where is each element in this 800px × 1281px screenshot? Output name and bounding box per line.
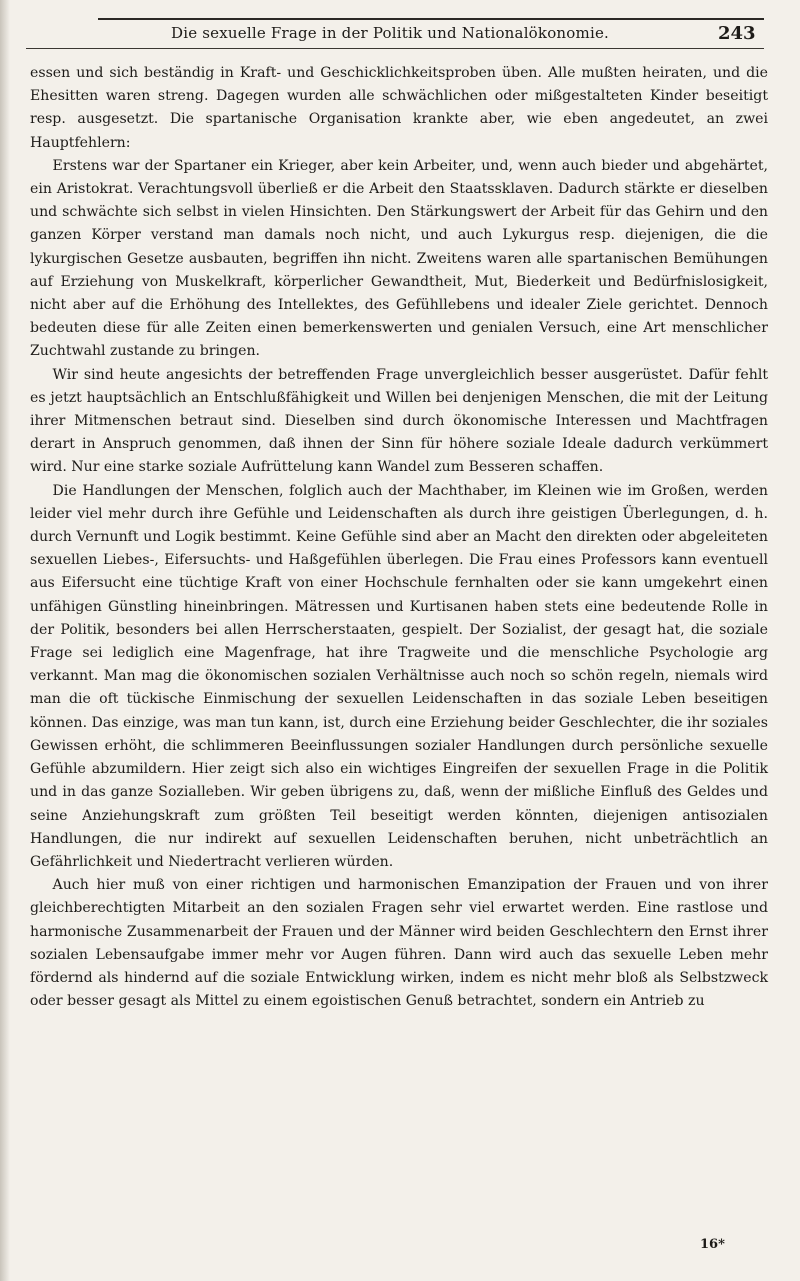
body-text (30, 62, 768, 1212)
header-underline (26, 48, 764, 49)
printer-signature: 16* (700, 1237, 725, 1252)
page-edge-shadow (0, 0, 10, 1281)
paragraph: Erstens war der Spartaner ein Krieger, aber kein Arbeiter, und, wenn auch bieder und abgehärtet, ein Aristokrat. Verachtungsvoll überließ er die Arbeit den Staatssklaven. Dadurch stärkte er dieselben und schwächte sich selbst in vielen Hinsichten. Den Stärkungswert der Arbeit für das Gehirn und den ganzen Körper verstand man damals noch nicht, und auch Lykurgus resp. diejenigen, die die lykurgischen Gesetze ausbauten, begriffen ihn nicht. Zweitens waren alle spartanischen Bemühungen auf Erziehung von Muskelkraft, körperlicher Gewandtheit, Mut, Biederkeit und Bedürfnislosigkeit, nicht aber auf die Erhöhung des Intellektes, des Gefühllebens und idealer Ziele gerichtet. Dennoch bedeuten diese für alle Zeiten einen bemerkenswerten und genialen Versuch, eine Art menschlicher Zuchtwahl zustande zu bringen. (30, 157, 768, 360)
page-number: 243 (718, 23, 756, 44)
paragraph: Die Handlungen der Menschen, folglich auch der Machthaber, im Kleinen wie im Großen, werden leider viel mehr durch ihre Gefühle und Leidenschaften als durch ihre geistigen Überlegungen, d. h. durch Vernunft und Logik bestimmt. Keine Gefühle sind aber an Macht den direkten oder abgeleiteten sexuellen Liebes-, Eifersuchts- und Haßgefühlen überlegen. Die Frau eines Professors kann eventuell aus Eifersucht eine tüchtige Kraft von einer Hochschule fernhalten oder sie kann umgekehrt einen unfähigen Günstling hineinbringen. Mätressen und Kurtisanen haben stets eine bedeutende Rolle in der Politik, besonders bei allen Herrscherstaaten, gespielt. Der Sozialist, der gesagt hat, die soziale Frage sei lediglich eine Magenfrage, hat ihre Tragweite und die menschliche Psychologie arg verkannt. Man mag die ökonomischen sozialen Verhältnisse auch noch so schön regeln, niemals wird man die oft tückische Einmischung der sexuellen Leidenschaften in das soziale Leben beseitigen können. Das einzige, was man tun kann, ist, durch eine Erziehung beider Geschlechter, die ihr soziales Gewissen erhöht, die schlimmeren Beeinflussungen sozialer Handlungen durch persönliche sexuelle Gefühle abzumildern. Hier zeigt sich also ein wichtiges Eingreifen der sexuellen Frage in die Politik und in das ganze Sozialleben. Wir geben übrigens zu, daß, wenn der mißliche Einfluß des Geldes und seine Anziehungskraft zum größten Teil beseitigt werden könnten, diejenigen antisozialen Handlungen, die nur indirekt auf sexuellen Leidenschaften beruhen, nicht unbeträchtlich an Gefährlichkeit und Niedertracht verlieren würden. (30, 482, 768, 870)
header-top-rule (98, 18, 764, 20)
running-header (0, 18, 800, 58)
paragraph: Wir sind heute angesichts der betreffenden Frage unvergleichlich besser ausgerüstet. Dafür fehlt es jetzt hauptsächlich an Entschlußfähigkeit und Willen bei denjenigen Menschen, die mit der Leitung ihrer Mitmenschen betraut sind. Dieselben sind durch ökonomische Interessen und Machtfragen derart in Anspruch genommen, daß ihnen der Sinn für höhere soziale Ideale dadurch verkümmert wird. Nur eine starke soziale Aufrüttelung kann Wandel zum Besseren schaffen. (30, 366, 768, 476)
paragraph: essen und sich beständig in Kraft- und Geschicklichkeitsproben üben. Alle mußten heiraten, und die Ehesitten waren streng. Dagegen wurden alle schwächlichen oder mißgestalteten Kinder beseitigt resp. ausgesetzt. Die spartanische Organisation krankte aber, wie eben angedeutet, an zwei Hauptfehlern: (30, 65, 768, 151)
paragraph: Auch hier muß von einer richtigen und harmonischen Emanzipation der Frauen und von ihrer gleichberechtigten Mitarbeit an den sozialen Fragen sehr viel erwartet werden. Eine rastlose und harmonische Zusammenarbeit der Frauen und der Männer wird beiden Geschlechtern den Ernst ihrer sozialen Lebensaufgabe immer mehr vor Augen führen. Dann wird auch das sexuelle Leben mehr fördernd als hindernd auf die soziale Entwicklung wirken, indem es nicht mehr bloß als Selbstzweck oder besser gesagt als Mittel zu einem egoistischen Genuß betrachtet, sondern ein Antrieb zu (30, 877, 768, 1010)
running-title: Die sexuelle Frage in der Politik und Nationalökonomie. (170, 24, 609, 42)
